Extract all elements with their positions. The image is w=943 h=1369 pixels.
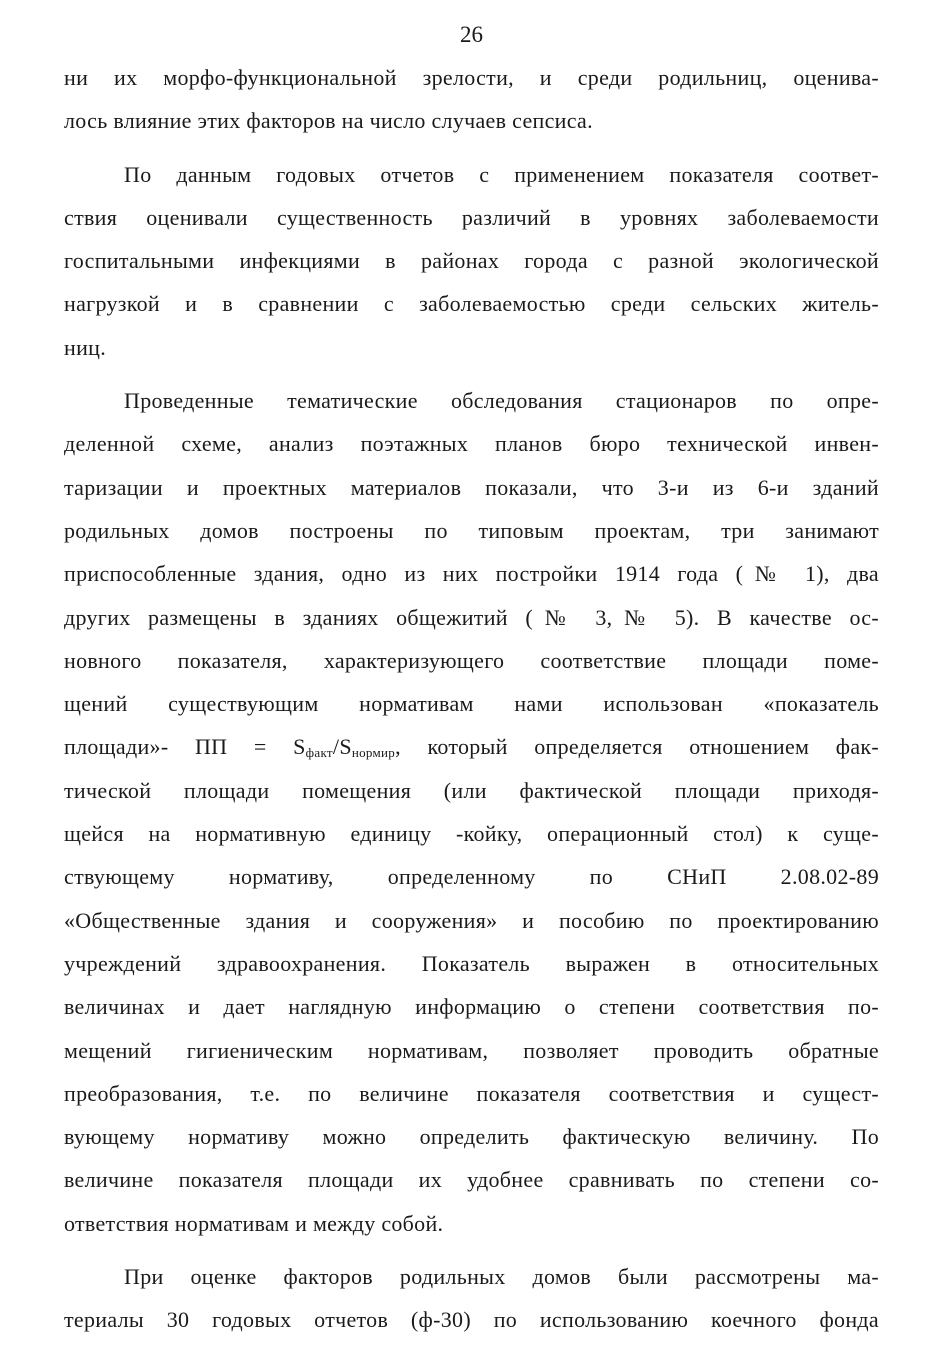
- text-line: лось влияние этих факторов на число случаев сепсиса.: [64, 108, 593, 134]
- text-line: ниц.: [64, 334, 107, 360]
- formula-middle: /S: [332, 734, 352, 760]
- paragraph: [64, 379, 879, 1245]
- text-line: госпитальными инфекциями в районах города с разной экологической: [64, 248, 879, 274]
- formula-after: , который определяется отношением фак-: [395, 734, 880, 760]
- text-line: териалы 30 годовых отчетов (ф-30) по использованию коечного фонда: [64, 1307, 879, 1333]
- text-line: деленной схеме, анализ поэтажных планов бюро технической инвен-: [64, 431, 879, 457]
- text-line: ни их морфо-функциональной зрелости, и среди родильниц, оценива-: [64, 65, 879, 90]
- paragraph: [64, 153, 879, 369]
- formula-before: площади»- ПП = S: [64, 734, 306, 760]
- text-line: учреждений здравоохранения. Показатель выражен в относительных: [64, 950, 879, 976]
- text-line: родильных домов построены по типовым проектам, три занимают: [64, 517, 879, 543]
- paragraph: [64, 1255, 879, 1342]
- text-line: тической площади помещения (или фактической площади приходя-: [64, 777, 879, 803]
- text-line: преобразования, т.е. по величине показателя соответствия и сущест-: [64, 1080, 879, 1106]
- text-line: ответствия нормативам и между собой.: [64, 1210, 444, 1236]
- text-line: щейся на нормативную единицу -койку, операционный стол) к суще-: [64, 821, 879, 847]
- text-line: Проведенные тематические обследования стационаров по опре-: [124, 388, 879, 414]
- text-line: щений существующим нормативам нами использован «показатель: [64, 691, 879, 717]
- text-line: величинах и дает наглядную информацию о степени соответствия по-: [64, 994, 879, 1020]
- formula-sub-fact: факт: [305, 745, 333, 761]
- text-line: По данным годовых отчетов с применением показателя соответ-: [124, 161, 879, 187]
- text-line: мещений гигиеническим нормативам, позволяет проводить обратные: [64, 1037, 879, 1063]
- body-text: [64, 56, 879, 1342]
- formula-sub-norm: нормир: [351, 745, 396, 761]
- text-line: приспособленные здания, одно из них постройки 1914 года (№ 1), два: [64, 561, 879, 587]
- text-line: ствующему нормативу, определенному по СНиП 2.08.02-89: [64, 864, 879, 890]
- text-line: таризации и проектных материалов показали, что 3-и из 6-и зданий: [64, 474, 879, 500]
- text-line: вующему нормативу можно определить фактическую величину. По: [64, 1124, 879, 1150]
- text-line: «Общественные здания и сооружения» и пособию по проектированию: [64, 907, 879, 933]
- paragraph: [64, 56, 879, 143]
- text-line: новного показателя, характеризующего соответствие площади поме-: [64, 647, 879, 673]
- text-line: величине показателя площади их удобнее сравнивать по степени со-: [64, 1167, 879, 1193]
- text-line: других размещены в зданиях общежитий (№ 3,№ 5). В качестве ос-: [64, 604, 879, 630]
- text-line: нагрузкой и в сравнении с заболеваемостью среди сельских житель-: [64, 291, 879, 317]
- page-number: 26: [460, 22, 483, 47]
- formula-line: [64, 725, 879, 768]
- text-line: ствия оценивали существенность различий в уровнях заболеваемости: [64, 204, 879, 230]
- text-line: При оценке факторов родильных домов были рассмотрены ма-: [124, 1264, 879, 1290]
